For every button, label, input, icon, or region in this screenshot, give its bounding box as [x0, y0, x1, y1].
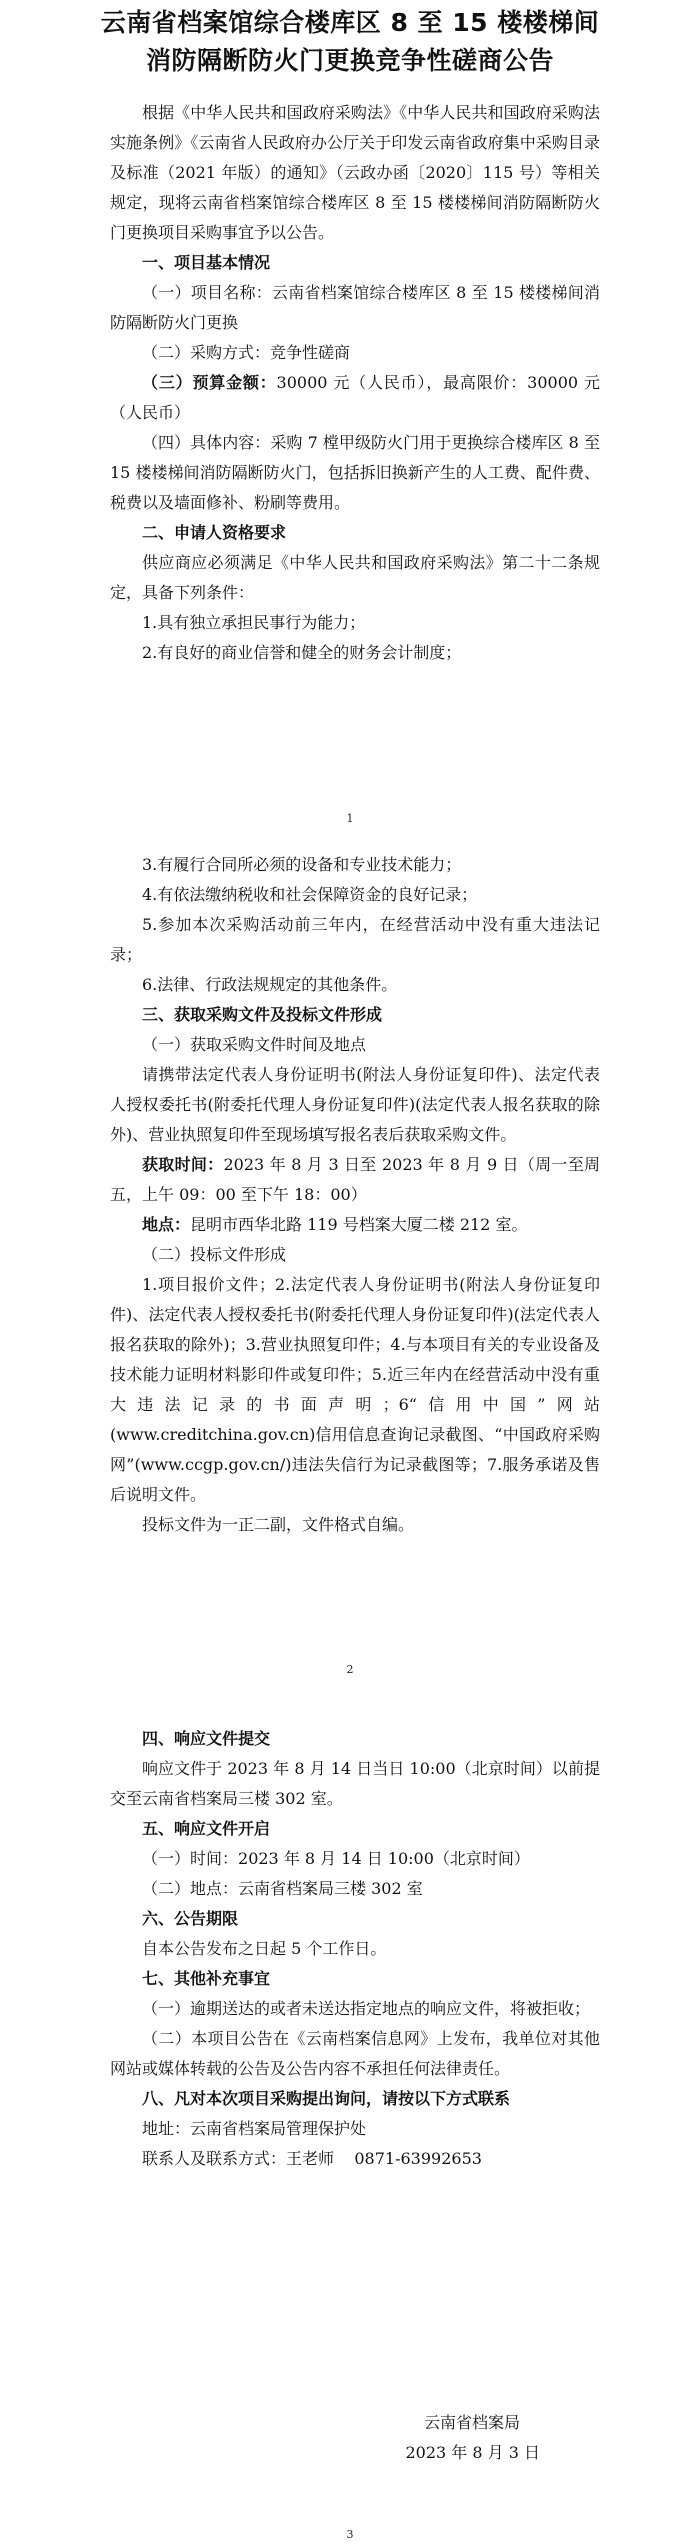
section-6-text: 自本公告发布之日起 5 个工作日。 [142, 1939, 387, 1958]
title-line-2: 消防隔断防火门更换竞争性磋商公告 [145, 46, 554, 75]
section-3-heading: 三、获取采购文件及投标文件形成 [142, 1005, 383, 1024]
page-number-2: 2 [346, 1663, 354, 1676]
content-label: （四）具体内容： [142, 433, 271, 452]
opening-time-label: （一）时间： [142, 1849, 239, 1868]
acquisition-time-value: 2023 年 8 月 3 日至 2023 年 8 月 9 日（周一至周五，上午 09：00 至下午 18：00） [110, 1155, 600, 1204]
budget-label: （三）预算金额： [142, 373, 277, 392]
page-3 [0, 1710, 700, 2545]
page-1 [0, 0, 700, 835]
section-3-sub-2: （二）投标文件形成 [142, 1245, 287, 1264]
page-2 [0, 835, 700, 1710]
acquisition-time-label: 获取时间： [142, 1155, 224, 1174]
page-1-body [110, 98, 600, 668]
contact-label: 联系人及联系方式： [142, 2149, 287, 2168]
acquisition-time-row [110, 1150, 600, 1210]
content-value: 采购 7 樘甲级防火门用于更换综合楼库区 8 至 15 楼楼梯间消防隔断防火门，包括拆旧换新产生的人工费、配件费、税费以及墙面修补、粉刷等费用。 [110, 433, 600, 512]
section-7-heading: 七、其他补充事宜 [142, 1969, 271, 1988]
opening-place-value: 云南省档案局三楼 302 室 [238, 1879, 423, 1898]
section-2-heading: 二、申请人资格要求 [142, 523, 287, 542]
requirement-item-2: 2.有良好的商业信誉和健全的财务会计制度； [142, 643, 462, 662]
method-label: （二）采购方式： [142, 343, 271, 362]
address-label: 地址： [142, 2119, 191, 2138]
method-value: 竞争性磋商 [270, 343, 351, 362]
page-number-3: 3 [346, 2528, 354, 2541]
opening-time-row [110, 1844, 600, 1874]
section-6-heading: 六、公告期限 [142, 1909, 239, 1928]
opening-place-label: （二）地点： [142, 1879, 239, 1898]
section-7-item-2: （二）本项目公告在《云南档案信息网》上发布，我单位对其他网站或媒体转载的公告及公告内容不承担任何法律责任。 [110, 2029, 600, 2078]
intro-paragraph: 根据《中华人民共和国政府采购法》《中华人民共和国政府采购法实施条例》《云南省人民政府办公厅关于印发云南省政府集中采购目录及标准（2021 年版）的通知》（云政办函〔2020〕115 号）等相关规定，现将云南省档案馆综合楼库区 8 至 15 楼楼梯间消防隔断防火门更换项目采购事宜予以公告。 [110, 103, 600, 242]
signature-org: 云南省档案局 [423, 2413, 520, 2432]
page-title [90, 4, 610, 80]
bid-copies-text: 投标文件为一正二副，文件格式自编。 [142, 1515, 415, 1534]
acquisition-place-value: 昆明市西华北路 119 号档案大厦二楼 212 室。 [190, 1215, 528, 1234]
project-name-label: （一）项目名称： [142, 283, 273, 302]
section-3-sub-1-text: 请携带法定代表人身份证明书(附法人身份证复印件)、法定代表人授权委托书(附委托代理人身份证复印件)(法定代表人报名获取的除外)、营业执照复印件至现场填写报名表后获取采购文件。 [110, 1065, 600, 1144]
content-row [110, 428, 600, 518]
section-8-heading: 八、凡对本次项目采购提出询问，请按以下方式联系 [142, 2089, 511, 2108]
section-4-heading: 四、响应文件提交 [142, 1729, 271, 1748]
section-7-item-1: （一）逾期送达的或者未送达指定地点的响应文件，将被拒收； [142, 1999, 591, 2018]
requirement-item-1: 1.具有独立承担民事行为能力； [142, 613, 366, 632]
requirement-item-6: 6.法律、行政法规规定的其他条件。 [142, 975, 398, 994]
contact-address-row [110, 2114, 600, 2144]
section-1-heading: 一、项目基本情况 [142, 253, 271, 272]
procurement-method-row [110, 338, 600, 368]
opening-place-row [110, 1874, 600, 1904]
signature-date: 2023 年 8 月 3 日 [405, 2443, 540, 2462]
signature-block [110, 2408, 600, 2468]
contact-value: 王老师 0871-63992653 [286, 2149, 482, 2168]
acquisition-place-label: 地点： [142, 1215, 191, 1234]
section-2-intro: 供应商应必须满足《中华人民共和国政府采购法》第二十二条规定，具备下列条件： [110, 553, 600, 602]
section-3-sub-2-text: 1.项目报价文件；2.法定代表人身份证明书(附法人身份证复印件)、法定代表人授权委托书(附委托代理人身份证复印件)(法定代表人报名获取的除外)；3.营业执照复印件；4.与本项目有关的专业设备及技术能力证明材料影印件或复印件；5.近三年内在经营活动中没有重大违法记录的书面声明；6“信用中国”网站(www.creditchina.gov.cn)信用信息查询记录截图、“中国政府采购网”(www.ccgp.gov.cn/)违法失信行为记录截图等；7.服务承诺及售后说明文件。 [110, 1275, 600, 1504]
requirement-item-3: 3.有履行合同所必须的设备和专业技术能力； [142, 855, 462, 874]
budget-value: 30000 元（人民币），最高限价：30000 元（人民币） [110, 373, 600, 422]
section-5-heading: 五、响应文件开启 [142, 1819, 271, 1838]
page-3-body [110, 1724, 600, 2174]
section-4-text: 响应文件于 2023 年 8 月 14 日当日 10:00（北京时间）以前提交至云南省档案局三楼 302 室。 [110, 1759, 600, 1808]
budget-row [110, 368, 600, 428]
address-value: 云南省档案局管理保护处 [190, 2119, 367, 2138]
project-name-row [110, 278, 600, 338]
requirement-item-5: 5.参加本次采购活动前三年内，在经营活动中没有重大违法记录； [110, 915, 600, 964]
page-2-body [110, 850, 600, 1540]
contact-person-row [110, 2144, 600, 2174]
title-line-1: 云南省档案馆综合楼库区 8 至 15 楼楼梯间 [100, 8, 600, 37]
page-number-1: 1 [346, 812, 354, 825]
section-3-sub-1: （一）获取采购文件时间及地点 [142, 1035, 367, 1054]
project-name-value: 云南省档案馆综合楼库区 8 至 15 楼楼梯间消防隔断防火门更换 [110, 283, 600, 332]
acquisition-place-row [110, 1210, 600, 1240]
requirement-item-4: 4.有依法缴纳税收和社会保障资金的良好记录； [142, 885, 478, 904]
opening-time-value: 2023 年 8 月 14 日 10:00（北京时间） [238, 1849, 530, 1868]
